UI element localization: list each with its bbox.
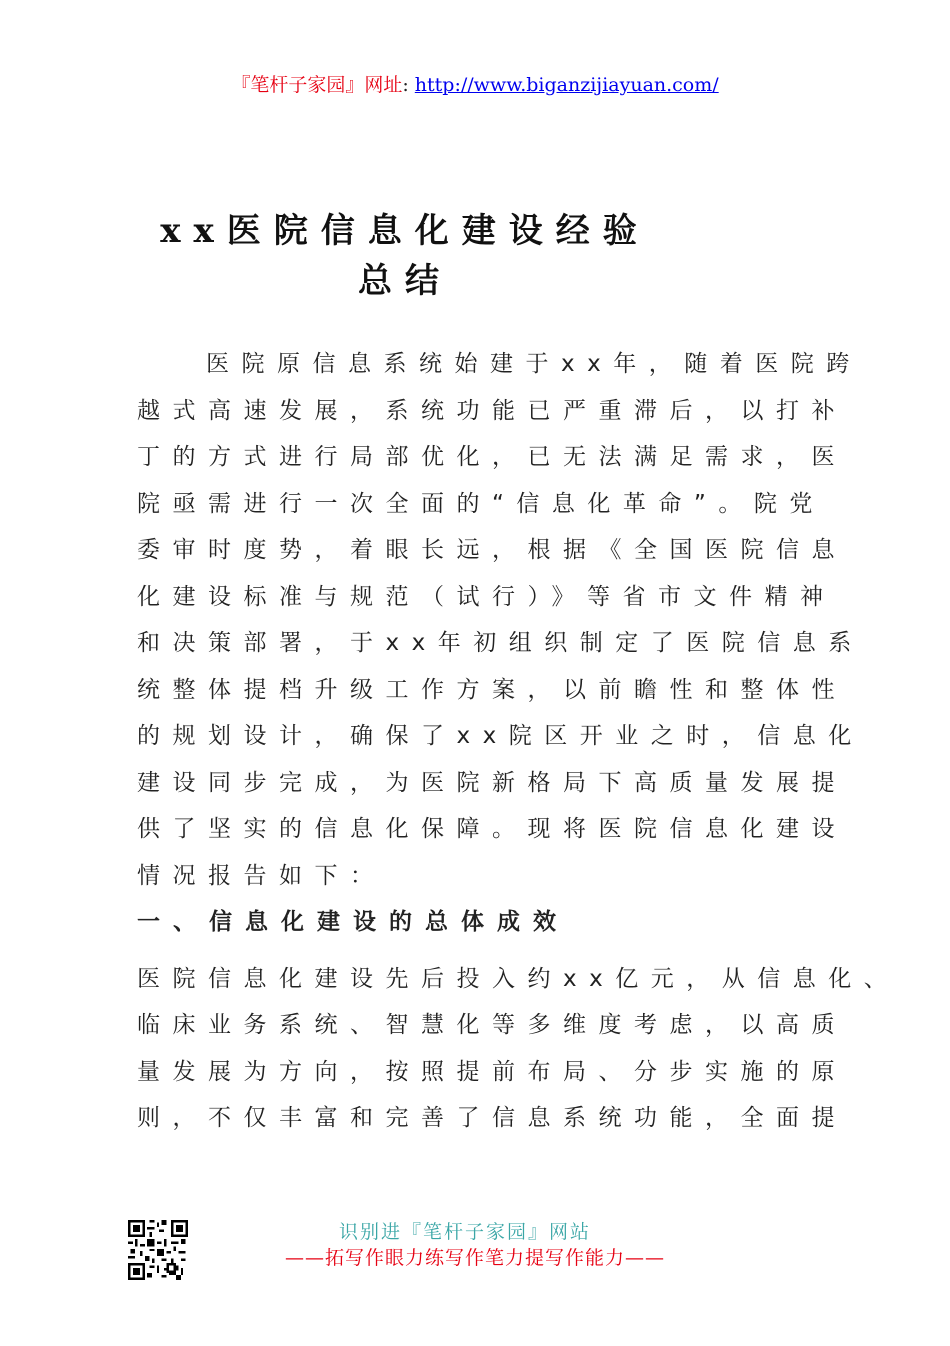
document-title-line1: xx医院信息化建设经验 [160, 211, 650, 251]
site-header [0, 70, 950, 97]
paragraph-line: 医院信息化建设先后投入约xx亿元，从信息化、 [137, 965, 900, 992]
paragraph-achievements [137, 961, 900, 1147]
paragraph-line: 建设同步完成，为医院新格局下高质量发展提 [137, 769, 847, 796]
document-body [137, 346, 900, 1147]
paragraph-line: 则，不仅丰富和完善了信息系统功能，全面提 [137, 1105, 847, 1131]
section-heading: 一、信息化建设的总体成效 [137, 909, 569, 935]
document-title-line2: 总结 [358, 261, 452, 301]
paragraph-line: 供了坚实的信息化保障。现将医院信息化建设 [137, 816, 847, 842]
paragraph-line: 统整体提档升级工作方案，以前瞻性和整体性 [137, 676, 847, 703]
paragraph-line: 的规划设计，确保了xx院区开业之时，信息化 [137, 723, 864, 749]
paragraph-line: 丁的方式进行局部优化，已无法满足需求，医 [137, 444, 847, 470]
paragraph-line: 情况报告如下： [137, 862, 386, 889]
paragraph-line: 化建设标准与规范（试行）》等省市文件精神 [137, 583, 836, 610]
paragraph-line: 量发展为方向，按照提前布局、分步实施的原 [137, 1058, 847, 1085]
footer-slogan: ——拓写作眼力练写作笔力提写作能力—— [284, 1247, 665, 1269]
site-url-link[interactable]: http://www.biganzijiayuan.com/ [414, 74, 719, 96]
paragraph-line: 委审时度势，着眼长远，根据《全国医院信息 [137, 537, 847, 563]
paragraph-line: 医院原信息系统始建于xx年，随着医院跨 [206, 351, 862, 377]
paragraph-intro [137, 346, 864, 904]
site-name: 『笔杆子家园』网址 [231, 74, 403, 96]
header-separator: : [402, 74, 409, 96]
paragraph-line: 越式高速发展，系统功能已严重滞后，以打补 [137, 397, 847, 424]
paragraph-line: 院亟需进行一次全面的“信息化革命”。院党 [137, 490, 825, 517]
paragraph-line: 和决策部署，于xx年初组织制定了医院信息系 [137, 630, 864, 656]
paragraph-line: 临床业务系统、智慧化等多维度考虑，以高质 [137, 1012, 847, 1038]
footer-site-line: 识别进『笔杆子家园』网站 [338, 1221, 591, 1243]
